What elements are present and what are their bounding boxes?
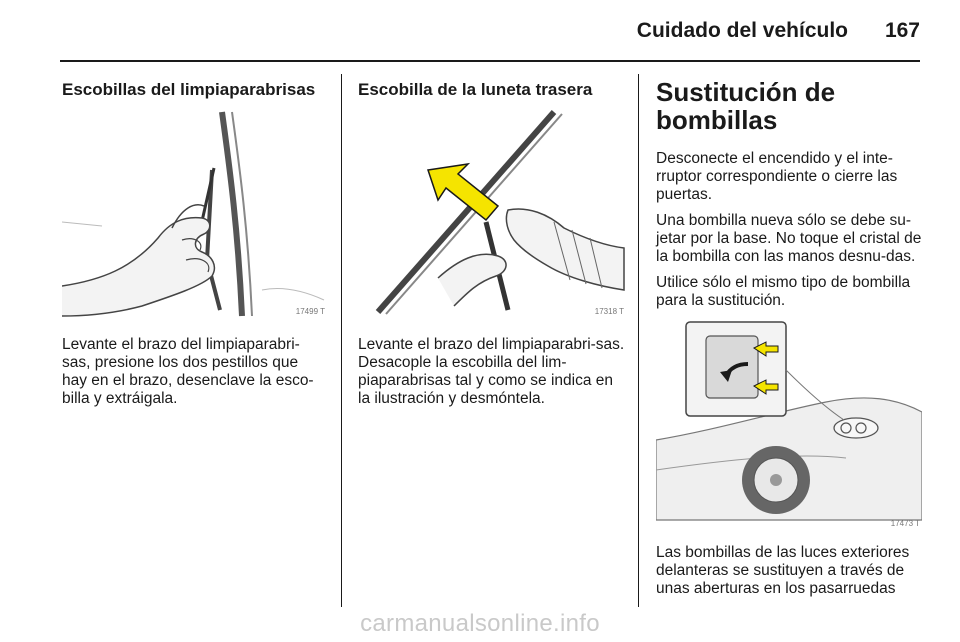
- column-wiper-blades: [62, 62, 327, 408]
- paragraph-front-lights: Las bombillas de las luces exteriores delanteras se sustituyen a través de unas aberturas en los pasarruedas: [656, 544, 910, 597]
- page-number: 167: [884, 19, 920, 42]
- paragraph-hold-bulb: Una bombilla nueva sólo se debe su-jetar por la base. No toque el cristal de la bombilla con las manos desnu-das.: [656, 212, 922, 265]
- heading-wiper-blades: Escobillas del limpiaparabrisas: [62, 80, 316, 99]
- paragraph-switch-off: Desconecte el encendido y el inte-rruptor correspondiente o cierre las puertas.: [656, 150, 898, 203]
- column-divider-2: [638, 74, 639, 607]
- heading-rear-wiper: Escobilla de la luneta trasera: [358, 80, 593, 99]
- figure-id: 17318 T: [594, 307, 624, 316]
- figure-id: 17473 T: [890, 519, 920, 528]
- header-title: Cuidado del vehículo: [636, 19, 848, 42]
- column-rear-wiper: [358, 62, 626, 408]
- figure-rear-wiper: [358, 110, 626, 318]
- paragraph-wiper-instructions: Levante el brazo del limpiaparabri-sas, presione los dos pestillos que hay en el brazo, desenclave la esco-billa y extráigala.: [62, 336, 314, 407]
- rear-wiper-illustration: [358, 110, 626, 318]
- figure-headlight-access: [656, 320, 922, 530]
- site-watermark: carmanualsonline.info: [360, 610, 600, 637]
- heading-bulb-replacement: Sustitución de bombillas: [656, 77, 836, 135]
- paragraph-rear-wiper-instructions: Levante el brazo del limpiaparabri-sas. Desacople la escobilla del lim-piaparabrisas tal y como se indica en la ilustración y desmóntela.: [358, 336, 625, 407]
- column-bulb-replacement: [656, 62, 922, 598]
- headlight-access-illustration: [656, 320, 922, 530]
- page-header: [0, 0, 960, 62]
- wiper-arm-illustration: [62, 110, 327, 318]
- figure-wiper-arm: [62, 110, 327, 318]
- column-divider-1: [341, 74, 342, 607]
- figure-id: 17499 T: [295, 307, 325, 316]
- paragraph-same-type: Utilice sólo el mismo tipo de bombilla para la sustitución.: [656, 274, 911, 309]
